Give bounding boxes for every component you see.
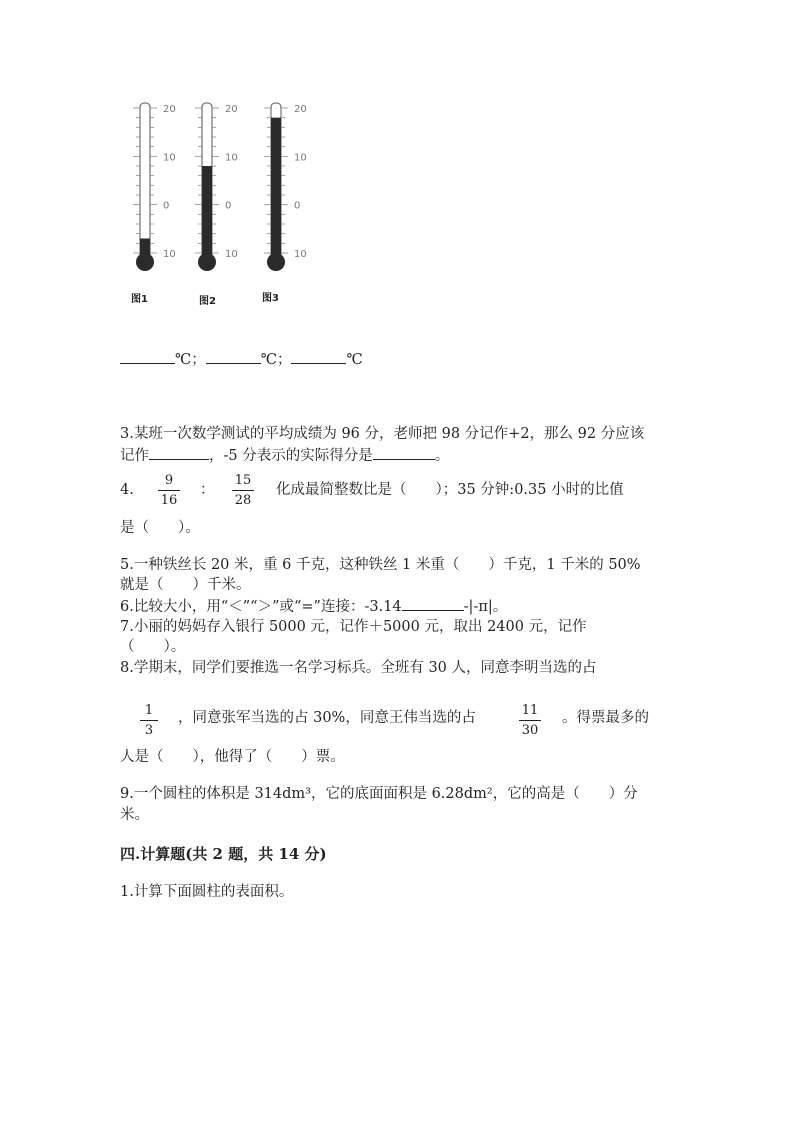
thermometer-1-scale-label: 0 xyxy=(163,200,170,212)
question-4-number: 4. xyxy=(120,482,134,498)
question-3-line-2 xyxy=(120,445,449,466)
unit-1: ℃； xyxy=(175,352,206,368)
answer-blank-3[interactable] xyxy=(291,349,346,364)
q4-fraction-2 xyxy=(232,473,254,508)
question-4-text: 化成最简整数比是（ ）；35 分钟:0.35 小时的比值 xyxy=(276,482,624,498)
q8-frac1-bar xyxy=(140,720,158,721)
question-4-line-2: 是（ ）。 xyxy=(120,520,200,536)
q4-frac2-numerator: 15 xyxy=(234,473,252,488)
thermometer-2-scale-label: 0 xyxy=(225,200,232,212)
question-5-line-2: 就是（ ）千米。 xyxy=(120,577,251,593)
thermometer-3-scale-label: 0 xyxy=(294,200,301,212)
q4-fraction-1 xyxy=(158,473,180,508)
thermometer-1-scale-label: 20 xyxy=(163,104,176,115)
q8-frac2-bar xyxy=(519,720,541,721)
thermometer-3-scale-label: 10 xyxy=(294,152,307,164)
question-9-line-2: 米。 xyxy=(120,807,149,823)
q8-frac2-numerator: 11 xyxy=(521,703,539,718)
thermometer-3-scale-label: 20 xyxy=(294,104,307,115)
q8-frac1-numerator: 1 xyxy=(144,703,154,718)
q8-fraction-1 xyxy=(140,703,158,738)
q8-frac2-denominator: 30 xyxy=(521,723,539,738)
section-heading: 四.计算题(共 2 题，共 14 分) xyxy=(120,845,327,863)
q3-text-c: 。 xyxy=(434,448,450,464)
question-5-line-1: 5.一种铁丝长 20 米，重 6 千克，这种铁丝 1 米重（ ）千克，1 千米的 50% xyxy=(120,557,641,573)
thermometer-2-fill xyxy=(202,166,212,262)
section-4-question-1: 1.计算下面圆柱的表面积。 xyxy=(120,884,294,900)
thermometer-figure xyxy=(0,0,794,320)
figure-label-3: 图3 xyxy=(262,293,279,304)
thermometer-3-bulb xyxy=(267,253,285,271)
unit-2: ℃； xyxy=(260,352,292,368)
thermometer-3-fill xyxy=(271,118,281,262)
question-8-line-1: 8.学期末，同学们要推选一名学习标兵。全班有 30 人，同意李明当选的占 xyxy=(120,660,597,676)
question-9-line-1: 9.一个圆柱的体积是 314dm³，它的底面面积是 6.28dm²，它的高是（ ）分 xyxy=(120,786,638,802)
q6-blank[interactable] xyxy=(402,596,464,611)
unit-3: ℃ xyxy=(346,352,363,368)
q8-frac1-denominator: 3 xyxy=(144,723,154,738)
q6-text-a: 6.比较大小，用“＜”“＞”或“=”连接：-3.14 xyxy=(120,599,402,615)
answer-blank-2[interactable] xyxy=(206,349,261,364)
figure-label-2: 图2 xyxy=(199,296,216,307)
question-6 xyxy=(120,596,507,617)
thermometer-2-scale-label: 20 xyxy=(225,104,238,115)
q8-fraction-2 xyxy=(519,703,541,738)
question-8-end: 。得票最多的 xyxy=(562,710,649,726)
thermometer-answer-line xyxy=(120,349,363,370)
q4-frac1-numerator: 9 xyxy=(164,473,174,488)
question-7-line-2: （ ）。 xyxy=(120,639,186,655)
q4-frac1-bar xyxy=(158,490,180,491)
q4-frac2-bar xyxy=(232,490,254,491)
q4-colon: ： xyxy=(200,482,215,498)
question-8-middle: ，同意张军当选的占 30%，同意王伟当选的占 xyxy=(178,710,476,726)
answer-blank-1[interactable] xyxy=(120,349,175,364)
thermometer-1-tube xyxy=(140,103,150,262)
question-3-line-1: 3.某班一次数学测试的平均成绩为 96 分，老师把 98 分记作+2，那么 92 分应该 xyxy=(120,426,645,442)
figure-label-1: 图1 xyxy=(131,294,148,305)
thermometer-1-scale-label: 10 xyxy=(163,152,176,164)
thermometer-2-scale-label: 10 xyxy=(225,152,238,164)
question-7-line-1: 7.小丽的妈妈存入银行 5000 元，记作＋5000 元，取出 2400 元，记作 xyxy=(120,619,587,635)
q6-text-b: -|-π|。 xyxy=(463,599,508,615)
thermometer-1-scale-label: 10 xyxy=(163,249,176,260)
q3-blank-2[interactable] xyxy=(373,445,435,460)
q3-text-a: 记作 xyxy=(120,448,149,464)
thermometer-2-scale-label: 10 xyxy=(225,249,238,260)
q4-frac1-denominator: 16 xyxy=(160,493,178,508)
question-8-line-3: 人是（ ），他得了（ ）票。 xyxy=(120,749,345,765)
thermometer-2-bulb xyxy=(198,253,216,271)
section-4-title xyxy=(120,843,327,864)
thermometer-1-bulb xyxy=(136,253,154,271)
q4-frac2-denominator: 28 xyxy=(234,493,252,508)
q3-blank-1[interactable] xyxy=(149,445,209,460)
q3-text-b: ，-5 分表示的实际得分是 xyxy=(209,448,373,464)
thermometer-3-scale-label: 10 xyxy=(294,249,307,260)
